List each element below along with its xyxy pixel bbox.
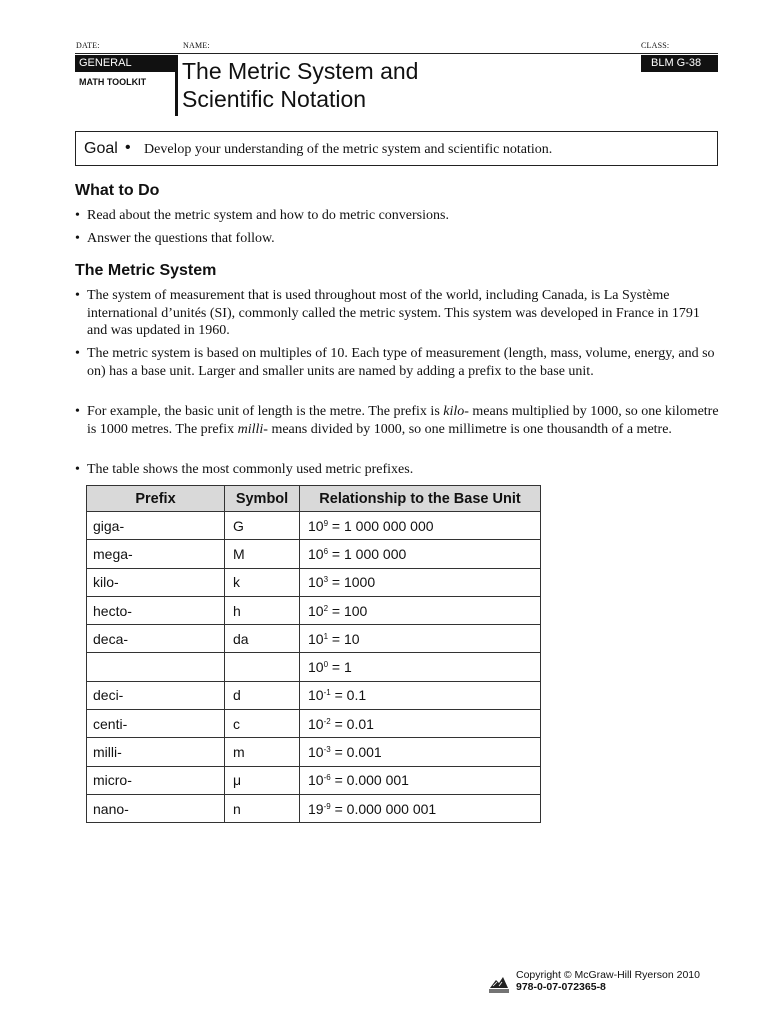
- table-header-row: [87, 486, 541, 512]
- symbol-cell: n: [225, 794, 300, 822]
- table-row: [87, 540, 541, 568]
- prefix-cell: [87, 653, 225, 681]
- title-line-1: The Metric System and: [182, 58, 419, 84]
- symbol-cell: [225, 653, 300, 681]
- table-row: [87, 794, 541, 822]
- symbol-cell: h: [225, 596, 300, 624]
- symbol-cell: c: [225, 710, 300, 738]
- relationship-cell: $10^{-6} = 0.000$ 001: [300, 766, 541, 794]
- header-relationship: Relationship to the Base Unit: [300, 486, 541, 512]
- list-item: • For example, the basic unit of length is the metre. The prefix is kilo- means multiplied by 1000, so one kilometre is 1000 metres. The prefix milli- means divided by 1000, so one millimetre is one thousandth of a metre.: [75, 404, 719, 437]
- goal-box: [75, 131, 718, 166]
- page-title: [182, 57, 418, 113]
- table-row: [87, 568, 541, 596]
- relationship-cell: $10^2 = 100$: [300, 596, 541, 624]
- symbol-cell: m: [225, 738, 300, 766]
- symbol-cell: μ: [225, 766, 300, 794]
- header-rule: [75, 53, 718, 54]
- symbol-cell: da: [225, 625, 300, 653]
- list-item: • Read about the metric system and how to do metric conversions.: [75, 208, 449, 223]
- table-body: [87, 512, 541, 823]
- kilo-term: kilo-: [443, 404, 469, 419]
- math-toolkit-label: MATH TOOLKIT: [79, 77, 147, 87]
- table-row: [87, 512, 541, 540]
- prefix-cell: milli-: [87, 738, 225, 766]
- relationship-cell: $10^1 = 10$: [300, 625, 541, 653]
- table-row: [87, 738, 541, 766]
- list-item: • The system of measurement that is used throughout most of the world, including Canada, is La Système international d’unités (SI), commonly called the metric system. This system was developed in France in 1791 and was updated in 1960.: [75, 288, 700, 338]
- table-row: [87, 653, 541, 681]
- name-label: NAME:: [183, 41, 210, 50]
- what-to-do-heading: What to Do: [75, 182, 160, 199]
- goal-label: Goal: [84, 140, 118, 157]
- relationship-cell: $10^{-2} = 0.01$: [300, 710, 541, 738]
- table-row: [87, 766, 541, 794]
- prefix-cell: giga-: [87, 512, 225, 540]
- relationship-cell: $10^3 = 1000$: [300, 568, 541, 596]
- copyright-text: Copyright © McGraw-Hill Ryerson 2010: [516, 969, 700, 981]
- title-line-2: Scientific Notation: [182, 86, 367, 112]
- prefix-cell: deca-: [87, 625, 225, 653]
- list-item: • The table shows the most commonly used metric prefixes.: [75, 462, 414, 477]
- title-bar: [175, 55, 178, 116]
- publisher-logo-icon: [487, 970, 511, 994]
- table-row: [87, 681, 541, 709]
- relationship-cell: $10^0 = 1$: [300, 653, 541, 681]
- metric-prefix-table: [86, 485, 541, 823]
- goal-text: Develop your understanding of the metric system and scientific notation.: [144, 142, 553, 157]
- symbol-cell: M: [225, 540, 300, 568]
- class-label: CLASS:: [641, 41, 670, 50]
- symbol-cell: k: [225, 568, 300, 596]
- symbol-cell: G: [225, 512, 300, 540]
- relationship-cell: $10^{-1} = 0.1$: [300, 681, 541, 709]
- general-tag: GENERAL: [75, 55, 175, 72]
- relationship-cell: $10^6 = 1$ 000 000: [300, 540, 541, 568]
- blm-tag: BLM G-38: [641, 55, 718, 72]
- prefix-cell: mega-: [87, 540, 225, 568]
- header-symbol: Symbol: [225, 486, 300, 512]
- prefix-cell: micro-: [87, 766, 225, 794]
- goal-bullet: •: [125, 139, 131, 156]
- relationship-cell: $10^9 = 1$ 000 000 000: [300, 512, 541, 540]
- relationship-cell: $10^{-3} = 0.001$: [300, 738, 541, 766]
- table-row: [87, 596, 541, 624]
- date-label: DATE:: [76, 41, 100, 50]
- prefix-cell: kilo-: [87, 568, 225, 596]
- relationship-cell: $19^{-9} = 0.000$ 000 001: [300, 794, 541, 822]
- list-item: • The metric system is based on multiples of 10. Each type of measurement (length, mass, volume, energy, and so on) has a base unit. Larger and smaller units are named by adding a prefix to the base unit.: [75, 346, 715, 379]
- metric-system-heading: The Metric System: [75, 262, 217, 279]
- table-row: [87, 710, 541, 738]
- isbn-text: 978-0-07-072365-8: [516, 981, 606, 993]
- prefix-cell: hecto-: [87, 596, 225, 624]
- prefix-cell: centi-: [87, 710, 225, 738]
- prefix-cell: nano-: [87, 794, 225, 822]
- list-item: • Answer the questions that follow.: [75, 231, 275, 246]
- prefix-cell: deci-: [87, 681, 225, 709]
- table-row: [87, 625, 541, 653]
- header-prefix: Prefix: [87, 486, 225, 512]
- symbol-cell: d: [225, 681, 300, 709]
- milli-term: milli-: [237, 421, 268, 437]
